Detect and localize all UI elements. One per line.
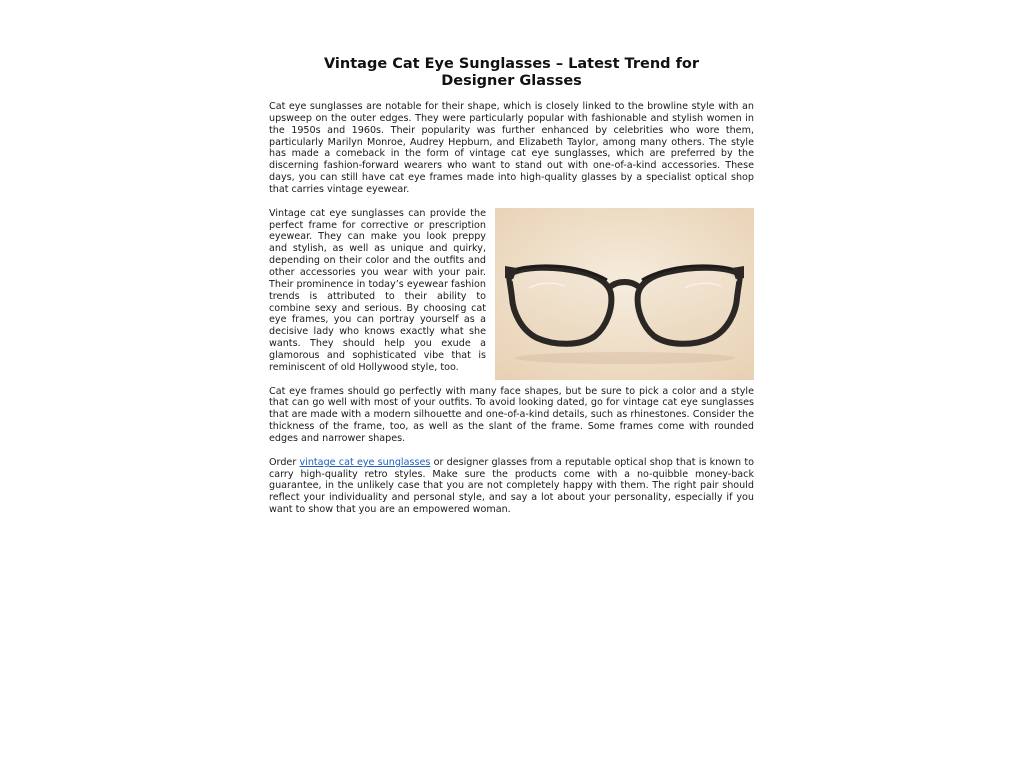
paragraph-order [269, 457, 754, 516]
order-text-start: Order [269, 456, 300, 468]
page-title: Vintage Cat Eye Sunglasses – Latest Trend for Designer Glasses [323, 56, 700, 89]
paragraph-frames: Vintage cat eye sunglasses can provide the perfect frame for corrective or prescription eyewear. They can make you look preppy and stylish, as well as unique and quirky, depending on their color and the outfits and other accessories you wear with your pair. Their prominence in today’s eyewear fashion trends is attributed to their ability to combine sexy and serious. By choosing cat eye frames, you can portray yourself as a decisive lady who knows exactly what she wants. They should help you exude a glamorous and sophisticated vibe that is reminiscent of old Hollywood style, too. [269, 207, 486, 373]
paragraph-face-shapes: Cat eye frames should go perfectly with many face shapes, but be sure to pick a color and a style that can go well with most of your outfits. To avoid looking dated, go for vintage cat eye sunglasses that are made with a modern silhouette and one-of-a-kind details, such as rhinestones. Consider the thickness of the frame, too, as well as the slant of the frame. Some frames come with rounded edges and narrower shapes. [269, 385, 754, 444]
vintage-cat-eye-sunglasses-link[interactable]: vintage cat eye sunglasses [299, 456, 431, 468]
order-text-end: or designer glasses from a reputable optical shop that is known to carry high-quality retro styles. Make sure the products come with a no-quibble money-back guarantee, in the unlikely case that you are not completely happy with them. The right pair should reflect your individuality and personal style, and say a lot about your personality, especially if you want to show that you are an empowered woman. [269, 456, 754, 516]
paragraph-intro: Cat eye sunglasses are notable for their shape, which is closely linked to the browline style with an upsweep on the outer edges. They were particularly popular with fashionable and stylish women in the 1950s and 1960s. Their popularity was further enhanced by celebrities who wore them, particularly Marilyn Monroe, Audrey Hepburn, and Elizabeth Taylor, among many others. The style has made a comeback in the form of vintage cat eye sunglasses, which are preferred by the discerning fashion-forward wearers who want to stand out with one-of-a-kind accessories. These days, you can still have cat eye frames made into high-quality glasses by a specialist optical shop that carries vintage eyewear. [269, 101, 754, 195]
document-page [269, 56, 754, 516]
glasses-illustration [495, 208, 754, 380]
cat-eye-glasses-image [495, 208, 754, 380]
